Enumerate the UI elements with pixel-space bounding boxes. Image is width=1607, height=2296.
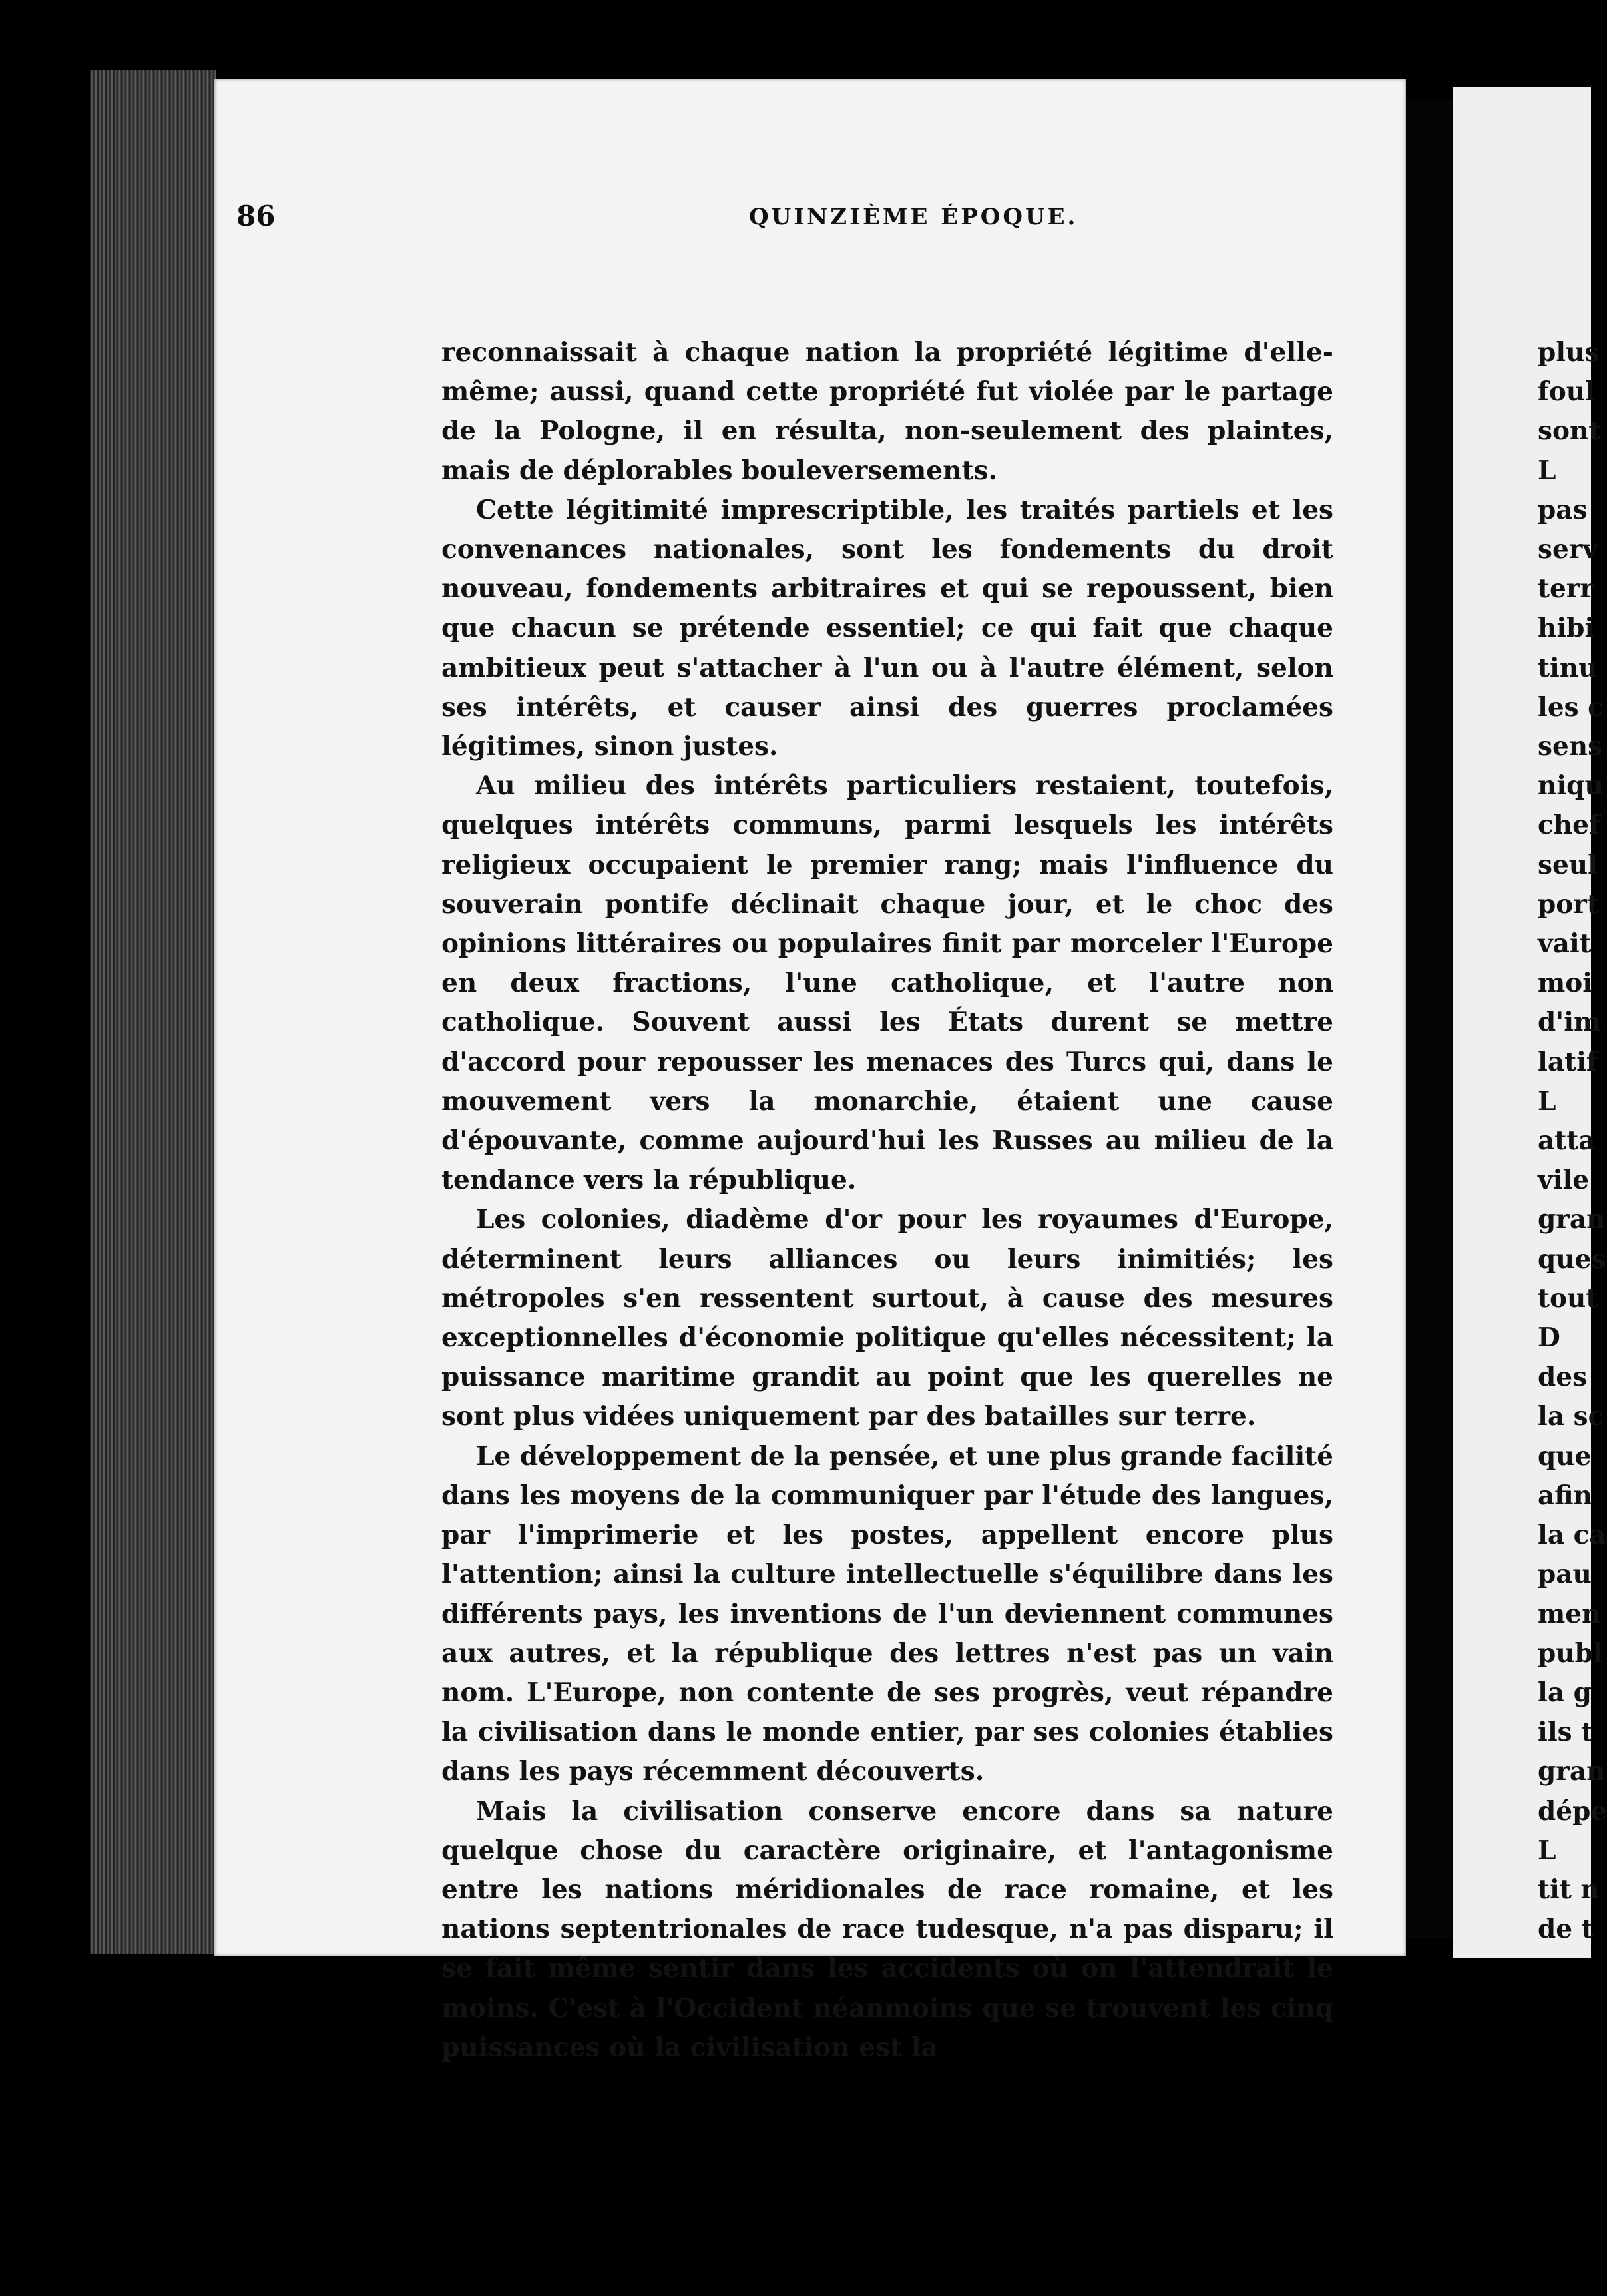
- page-header: [0, 200, 1591, 246]
- body-text: [441, 333, 1333, 2068]
- opposite-page-fragment: vait: [1538, 928, 1592, 960]
- opposite-page-fragment: L: [1538, 1085, 1556, 1117]
- opposite-page-fragment: pau: [1538, 1559, 1592, 1590]
- opposite-page-fragment: tit n: [1538, 1874, 1600, 1905]
- opposite-page-fragment: moi: [1538, 968, 1593, 999]
- opposite-page-fragment: hibi: [1538, 613, 1595, 644]
- paragraph: reconnaissait à chaque nation la propriété légitime d'elle-même; aussi, quand cette propriété fut violée par le partage de la Pologne, il en résulta, non-seulement des plaintes, mais de déplorables bouleversements.: [441, 337, 1333, 486]
- paragraph: Les colonies, diadème d'or pour les royaumes d'Europe, déterminent leurs alliances ou leurs inimitiés; les métropoles s'en ressentent surtout, à cause des mesures exceptionnelles d'économie politique qu'elles nécessitent; la puissance maritime grandit au point que les querelles ne sont plus vidées uniquement par des batailles sur terre.: [441, 1204, 1333, 1432]
- opposite-page-fragment: sens: [1538, 731, 1603, 762]
- opposite-page-fragment: vile: [1538, 1165, 1590, 1196]
- opposite-page-fragment: atta: [1538, 1125, 1596, 1157]
- opposite-page-fragment: tout: [1538, 1283, 1598, 1314]
- opposite-page-fragment: D: [1538, 1322, 1560, 1354]
- opposite-page-fragment: L: [1538, 455, 1556, 486]
- opposite-page-fragment: ques: [1538, 1243, 1606, 1275]
- opposite-page-fragment: gran: [1538, 1756, 1606, 1787]
- opposite-page-fragment: plus: [1538, 337, 1600, 368]
- paragraph: Au milieu des intérêts particuliers restaient, toutefois, quelques intérêts communs, parmi lesquels les intérêts religieux occupaient le premier rang; mais l'influence du souverain pontife déclinait chaque jour, et le choc des opinions littéraires ou populaires finit par morceler l'Europe en deux fractions, l'une catholique, et l'autre non catholique. Souvent aussi les États durent se mettre d'accord pour repousser les menaces des Turcs qui, dans le mouvement vers la monarchie, étaient une cause d'épouvante, comme aujourd'hui les Russes au milieu de la tendance vers la république.: [441, 770, 1333, 1196]
- opposite-page-fragment: terr: [1538, 573, 1594, 605]
- opposite-page-fragment: tinu: [1538, 652, 1598, 683]
- opposite-page-fragment: des: [1538, 1362, 1588, 1393]
- opposite-page-fragment: de t: [1538, 1914, 1594, 1945]
- book-spine-edge: [90, 70, 216, 1954]
- opposite-page-fragment: d'im: [1538, 1007, 1602, 1038]
- opposite-page-fragment: chef: [1538, 810, 1600, 841]
- page-gutter-shadow: [1406, 100, 1453, 1938]
- opposite-page-fragment: gran: [1538, 1204, 1606, 1235]
- opposite-page-text-fragments: [1538, 333, 1607, 1949]
- page-number: 86: [236, 200, 276, 232]
- opposite-page-fragment: pas: [1538, 494, 1588, 525]
- opposite-page-fragment: publ: [1538, 1637, 1603, 1669]
- opposite-page-fragment: serv: [1538, 534, 1598, 565]
- opposite-page-fragment: la g: [1538, 1677, 1592, 1708]
- opposite-page-fragment: L: [1538, 1835, 1556, 1866]
- opposite-page-fragment: la sc: [1538, 1401, 1604, 1432]
- opposite-page-fragment: men: [1538, 1598, 1601, 1629]
- paragraph: Le développement de la pensée, et une plus grande facilité dans les moyens de la communiquer par l'étude des langues, par l'imprimerie et les postes, appellent encore plus l'attention; ainsi la culture intellectuelle s'équilibre dans les différents pays, les inventions de l'un deviennent communes aux autres, et la république des lettres n'est pas un vain nom. L'Europe, non contente de ses progrès, veut répandre la civilisation dans le monde entier, par ses colonies établies dans les pays récemment découverts.: [441, 1440, 1333, 1787]
- opposite-page-fragment: seul: [1538, 849, 1598, 880]
- paragraph: Mais la civilisation conserve encore dans sa nature quelque chose du caractère originaire, et l'antagonisme entre les nations méridionales de race romaine, et les nations septentrionales de race tudesque, n'a pas disparu; il se fait même sentir dans les accidents où on l'attendrait le moins. C'est à l'Occident néanmoins que se trouvent les cinq puissances où la civilisation est la: [441, 1795, 1333, 2063]
- opposite-page-fragment: foul: [1538, 376, 1595, 408]
- opposite-page-fragment: ils t: [1538, 1717, 1594, 1748]
- opposite-page-fragment: niqu: [1538, 770, 1604, 802]
- opposite-page-fragment: la ca: [1538, 1520, 1606, 1551]
- opposite-page-fragment: port: [1538, 888, 1599, 920]
- opposite-page-fragment: latif: [1538, 1046, 1598, 1077]
- opposite-page-fragment: les c: [1538, 691, 1604, 722]
- opposite-page-fragment: dépe: [1538, 1795, 1607, 1827]
- running-head: QUINZIÈME ÉPOQUE.: [749, 204, 1078, 230]
- paragraph: Cette légitimité imprescriptible, les traités partiels et les convenances nationales, sont les fondements du droit nouveau, fondements arbitraires et qui se repoussent, bien que chacun se prétende essentiel; ce qui fait que chaque ambitieux peut s'attacher à l'un ou à l'autre élément, selon ses intérêts, et causer ainsi des guerres proclamées légitimes, sinon justes.: [441, 494, 1333, 762]
- opposite-page-fragment: afin: [1538, 1480, 1592, 1511]
- opposite-page-fragment: que: [1538, 1440, 1592, 1472]
- opposite-page-fragment: sont: [1538, 416, 1601, 447]
